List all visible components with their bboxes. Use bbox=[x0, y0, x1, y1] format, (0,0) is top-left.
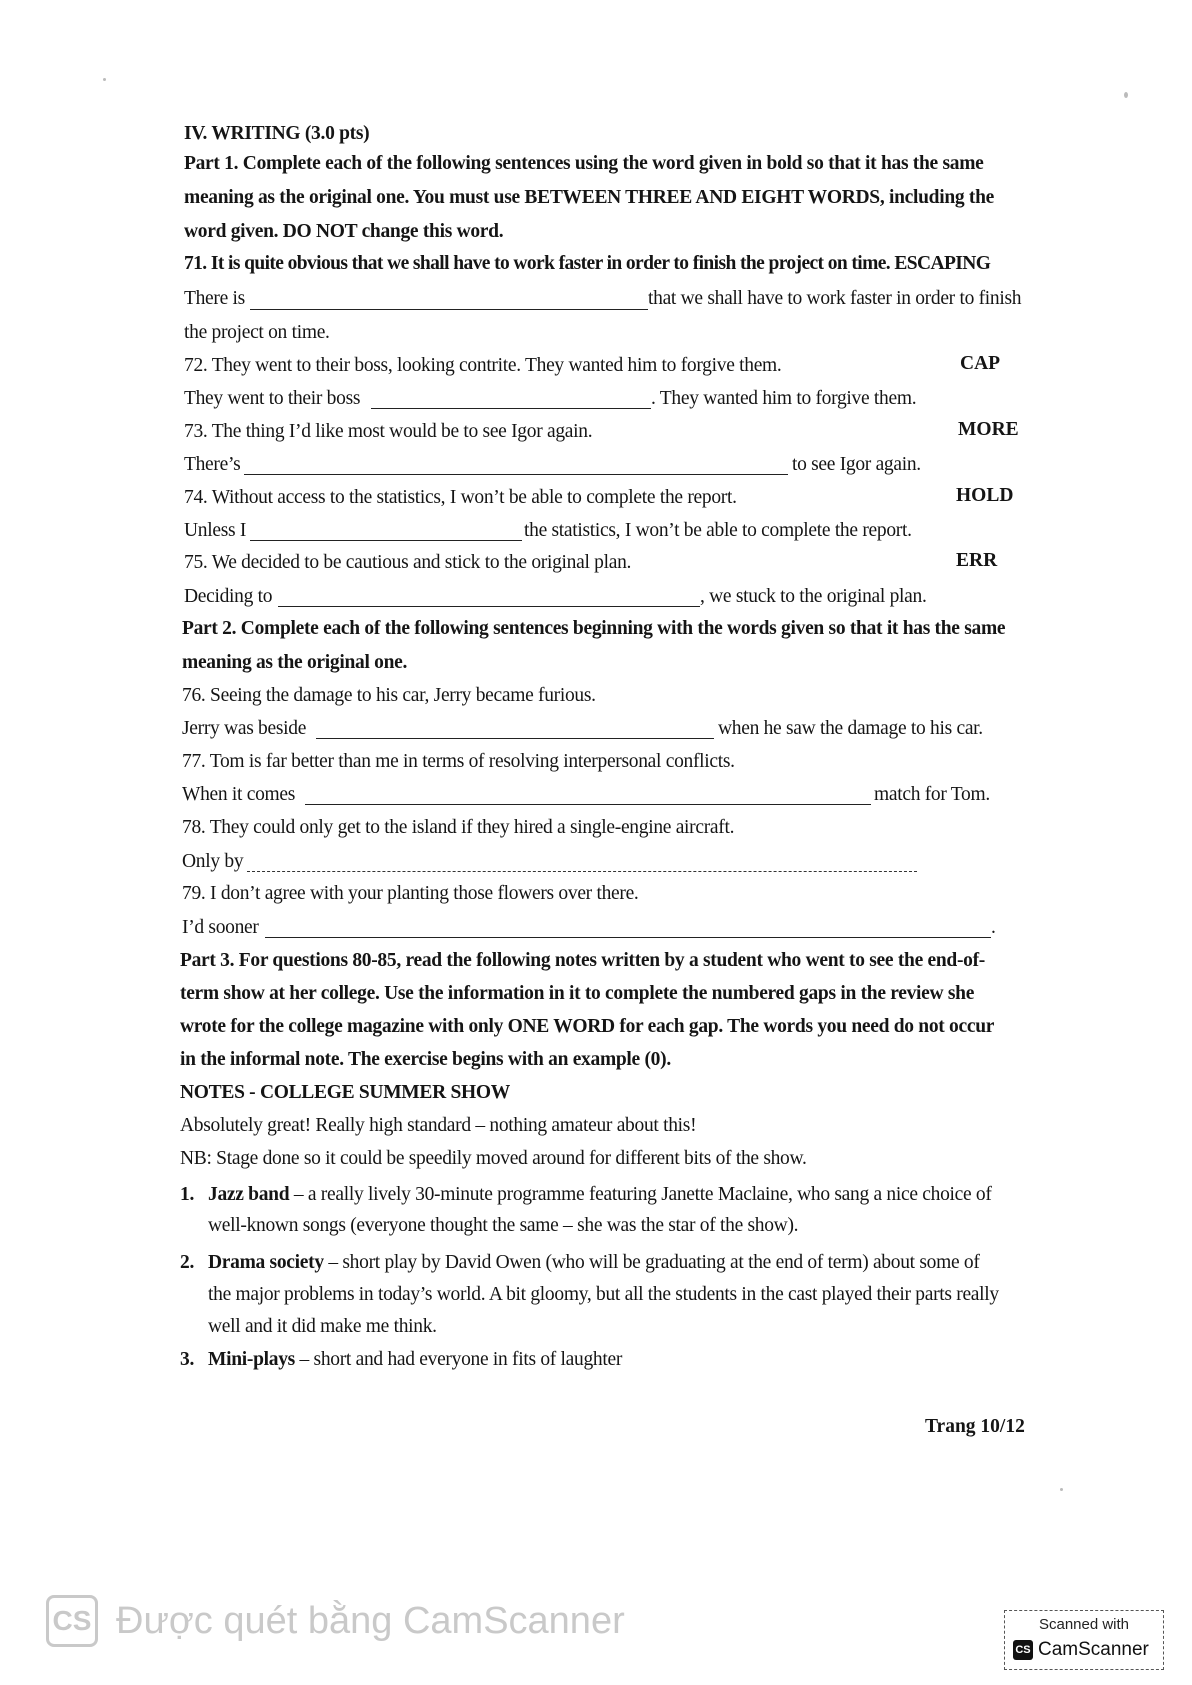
part1-instruction-line3: word given. DO NOT change this word. bbox=[184, 221, 504, 242]
list-item bbox=[208, 1251, 980, 1275]
item-heading: Mini-plays bbox=[208, 1349, 295, 1370]
scan-speck bbox=[103, 78, 106, 81]
q77-prompt: 77. Tom is far better than me in terms of resolving interpersonal conflicts. bbox=[182, 751, 735, 772]
q71-start: There is bbox=[184, 288, 245, 309]
item-number: 3. bbox=[180, 1349, 195, 1370]
q72-start: They went to their boss bbox=[184, 388, 361, 409]
q73-end: to see Igor again. bbox=[792, 454, 921, 475]
part3-instruction-line3: wrote for the college magazine with only ONE WORD for each gap. The words you need do not occur bbox=[180, 1016, 995, 1037]
item-number: 2. bbox=[180, 1252, 195, 1273]
part3-instruction-line1: Part 3. For questions 80-85, read the following notes written by a student who went to see the end-of- bbox=[180, 950, 985, 971]
badge-brand-row bbox=[1013, 1639, 1149, 1661]
q79-start: I’d sooner bbox=[182, 917, 259, 938]
part3-instruction-line4: in the informal note. The exercise begins with an example (0). bbox=[180, 1049, 671, 1070]
part1-instruction-line1: Part 1. Complete each of the following sentences using the word given in bold so that it has the same bbox=[184, 153, 984, 174]
q72-keyword: CAP bbox=[960, 353, 1001, 374]
item-text-cont: the major problems in today’s world. A bit gloomy, but all the students in the cast played their parts really bbox=[208, 1284, 999, 1305]
q72-answer-blank[interactable] bbox=[371, 408, 651, 409]
q75-end: , we stuck to the original plan. bbox=[700, 586, 927, 607]
q71-answer-blank[interactable] bbox=[250, 309, 648, 310]
q75-prompt: 75. We decided to be cautious and stick to the original plan. bbox=[184, 552, 632, 573]
scanned-with-badge bbox=[1004, 1610, 1164, 1670]
item-heading: Drama society bbox=[208, 1252, 324, 1273]
q76-end: when he saw the damage to his car. bbox=[718, 718, 983, 739]
part1-instruction-line2: meaning as the original one. You must use BETWEEN THREE AND EIGHT WORDS, including the bbox=[184, 187, 994, 208]
q74-answer-blank[interactable] bbox=[250, 540, 522, 541]
q77-answer-blank[interactable] bbox=[305, 804, 871, 805]
q75-answer-blank[interactable] bbox=[278, 606, 700, 607]
part3-instruction-line2: term show at her college. Use the information in it to complete the numbered gaps in the review she bbox=[180, 983, 975, 1004]
scan-speck bbox=[1060, 1488, 1063, 1491]
q73-prompt: 73. The thing I’d like most would be to see Igor again. bbox=[184, 421, 593, 442]
q79-answer-blank[interactable] bbox=[265, 937, 991, 938]
q74-end: the statistics, I won’t be able to complete the report. bbox=[524, 520, 912, 541]
q79-prompt: 79. I don’t agree with your planting those flowers over there. bbox=[182, 883, 639, 904]
q75-keyword: ERR bbox=[956, 550, 998, 571]
item-text: – short play by David Owen (who will be graduating at the end of term) about some of bbox=[323, 1252, 980, 1273]
note-line-1: Absolutely great! Really high standard – nothing amateur about this! bbox=[180, 1115, 697, 1136]
q73-start: There’s bbox=[184, 454, 241, 475]
q72-end: . They wanted him to forgive them. bbox=[651, 388, 917, 409]
notes-title: NOTES - COLLEGE SUMMER SHOW bbox=[180, 1082, 510, 1103]
item-heading: Jazz band bbox=[208, 1184, 290, 1205]
q75-start: Deciding to bbox=[184, 586, 273, 607]
q71-prompt: 71. It is quite obvious that we shall have to work faster in order to finish the project on time. ESCAPING bbox=[184, 253, 991, 274]
list-item bbox=[208, 1348, 622, 1372]
q79-end: . bbox=[991, 917, 996, 938]
q76-prompt: 76. Seeing the damage to his car, Jerry became furious. bbox=[182, 685, 596, 706]
item-text-cont: well and it did make me think. bbox=[208, 1316, 437, 1337]
camscanner-badge-icon: CS bbox=[1013, 1640, 1033, 1660]
part2-instruction-line1: Part 2. Complete each of the following sentences beginning with the words given so that it has the same bbox=[182, 618, 1006, 639]
q71-end: that we shall have to work faster in order to finish bbox=[648, 288, 1022, 309]
scan-speck bbox=[1124, 92, 1128, 98]
q76-start: Jerry was beside bbox=[182, 718, 307, 739]
q78-prompt: 78. They could only get to the island if they hired a single-engine aircraft. bbox=[182, 817, 735, 838]
list-item bbox=[208, 1183, 992, 1207]
q74-keyword: HOLD bbox=[956, 485, 1014, 506]
camscanner-watermark bbox=[46, 1592, 625, 1650]
q77-start: When it comes bbox=[182, 784, 296, 805]
q78-start: Only by bbox=[182, 851, 244, 872]
q76-answer-blank[interactable] bbox=[316, 738, 714, 739]
q73-keyword: MORE bbox=[958, 419, 1019, 440]
part2-instruction-line2: meaning as the original one. bbox=[182, 652, 408, 673]
q72-prompt: 72. They went to their boss, looking contrite. They wanted him to forgive them. bbox=[184, 355, 782, 376]
item-text: – short and had everyone in fits of laughter bbox=[294, 1349, 623, 1370]
q74-start: Unless I bbox=[184, 520, 247, 541]
q71-continuation: the project on time. bbox=[184, 322, 330, 343]
badge-brand: CamScanner bbox=[1038, 1639, 1149, 1660]
item-text: – a really lively 30-minute programme featuring Janette Maclaine, who sang a nice choice of bbox=[289, 1184, 992, 1205]
q73-answer-blank[interactable] bbox=[244, 474, 788, 475]
camscanner-logo-icon: CS bbox=[46, 1595, 98, 1647]
q78-answer-blank[interactable] bbox=[247, 871, 917, 872]
watermark-text: Được quét bằng CamScanner bbox=[116, 1599, 625, 1642]
note-line-2: NB: Stage done so it could be speedily moved around for different bits of the show. bbox=[180, 1148, 807, 1169]
q77-end: match for Tom. bbox=[874, 784, 990, 805]
section-title: IV. WRITING (3.0 pts) bbox=[184, 123, 370, 144]
q74-prompt: 74. Without access to the statistics, I won’t be able to complete the report. bbox=[184, 487, 737, 508]
page-number: Trang 10/12 bbox=[925, 1416, 1025, 1437]
item-number: 1. bbox=[180, 1184, 195, 1205]
item-text-cont: well-known songs (everyone thought the same – she was the star of the show). bbox=[208, 1215, 799, 1236]
badge-caption: Scanned with bbox=[1038, 1616, 1130, 1633]
